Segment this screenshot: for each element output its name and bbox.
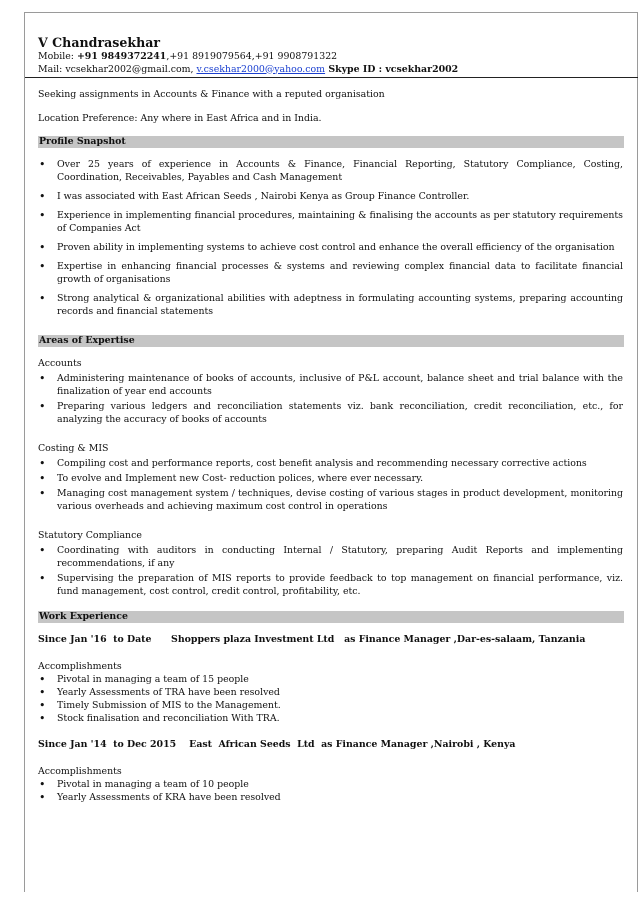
- expertise-group-heading: Costing & MIS: [38, 443, 109, 454]
- list-item: • To evolve and Implement new Cost- reduction polices, where ever necessary.: [38, 472, 623, 485]
- list-item: • Administering maintenance of books of accounts, inclusive of P&L account, balance sheet and trial balance with the finalization of year end accounts: [38, 372, 623, 398]
- job-subheading: Accomplishments: [38, 766, 122, 777]
- list-item: • Yearly Assessments of TRA have been resolved: [38, 686, 623, 699]
- list-item: • Coordinating with auditors in conducting Internal / Statutory, preparing Audit Reports and implementing recommendations, if any: [38, 544, 623, 570]
- list-item: • Compiling cost and performance reports, cost benefit analysis and recommending necessary corrective actions: [38, 457, 623, 470]
- resume-page: [24, 12, 638, 892]
- list-item: • Expertise in enhancing financial processes & systems and reviewing complex financial data to facilitate financial growth of organisations: [38, 260, 623, 286]
- skype-id: Skype ID : vcsekhar2002: [325, 63, 459, 75]
- list-item: • Strong analytical & organizational abilities with adeptness in formulating accounting systems, preparing accounting records and financial statements: [38, 292, 623, 318]
- list-item: • Proven ability in implementing systems to achieve cost control and enhance the overall efficiency of the organisation: [38, 241, 623, 254]
- list-item: • Over 25 years of experience in Accounts & Finance, Financial Reporting, Statutory Compliance, Costing, Coordination, Receivables, Payables and Cash Management: [38, 158, 623, 184]
- expertise-group-heading: Statutory Compliance: [38, 530, 142, 541]
- list-item: • Supervising the preparation of MIS reports to provide feedback to top management on financial performance, viz. fund management, cost control, credit control, profitability, etc.: [38, 572, 623, 598]
- job-heading: Since Jan '16 to Date Shoppers plaza Investment Ltd as Finance Manager ,Dar-es-salaam, Tanzania: [38, 634, 586, 645]
- section-areas-of-expertise: Areas of Expertise: [38, 335, 624, 347]
- list-item: • Pivotal in managing a team of 10 people: [38, 778, 623, 791]
- mobile-line: Mobile: +91 9849372241,+91 8919079564,+91 9908791322: [38, 51, 338, 62]
- section-profile-snapshot: Profile Snapshot: [38, 136, 624, 148]
- mobile-others: ,+91 8919079564,+91 9908791322: [166, 51, 338, 62]
- expertise-group-heading: Accounts: [38, 358, 82, 369]
- candidate-name: V Chandrasekhar: [38, 35, 161, 50]
- mobile-primary: +91 9849372241: [76, 51, 167, 62]
- list-item: • Managing cost management system / techniques, devise costing of various stages in product development, monitoring various overheads and achieving maximum cost control in operations: [38, 487, 623, 513]
- header-rule: [25, 77, 638, 78]
- job-subheading: Accomplishments: [38, 661, 122, 672]
- location-preference: Location Preference: Any where in East Africa and in India.: [38, 113, 322, 124]
- section-work-experience: Work Experience: [38, 611, 624, 623]
- expertise-statutory-list: [38, 544, 623, 598]
- objective: Seeking assignments in Accounts & Finance with a reputed organisation: [38, 89, 385, 100]
- list-item: • Preparing various ledgers and reconciliation statements viz. bank reconciliation, credit reconciliation, etc., for analyzing the accuracy of books of accounts: [38, 400, 623, 426]
- job-accomplishments-list: [38, 673, 623, 725]
- job-accomplishments-list: [38, 778, 623, 804]
- list-item: • Stock finalisation and reconciliation With TRA.: [38, 712, 623, 725]
- job-heading: Since Jan '14 to Dec 2015 East African Seeds Ltd as Finance Manager ,Nairobi , Kenya: [38, 739, 516, 750]
- list-item: • I was associated with East African Seeds , Nairobi Kenya as Group Finance Controller.: [38, 190, 623, 203]
- profile-list: [38, 158, 623, 318]
- expertise-accounts-list: [38, 372, 623, 426]
- expertise-costing-list: [38, 457, 623, 513]
- mail-link[interactable]: v.csekhar2000@yahoo.com: [196, 63, 326, 75]
- mail-primary: Mail: vcsekhar2002@gmail.com,: [38, 63, 197, 75]
- list-item: • Yearly Assessments of KRA have been resolved: [38, 791, 623, 804]
- list-item: • Experience in implementing financial procedures, maintaining & finalising the accounts as per statutory requirements of Companies Act: [38, 209, 623, 235]
- list-item: • Pivotal in managing a team of 15 people: [38, 673, 623, 686]
- list-item: • Timely Submission of MIS to the Management.: [38, 699, 623, 712]
- mail-line: [38, 64, 623, 77]
